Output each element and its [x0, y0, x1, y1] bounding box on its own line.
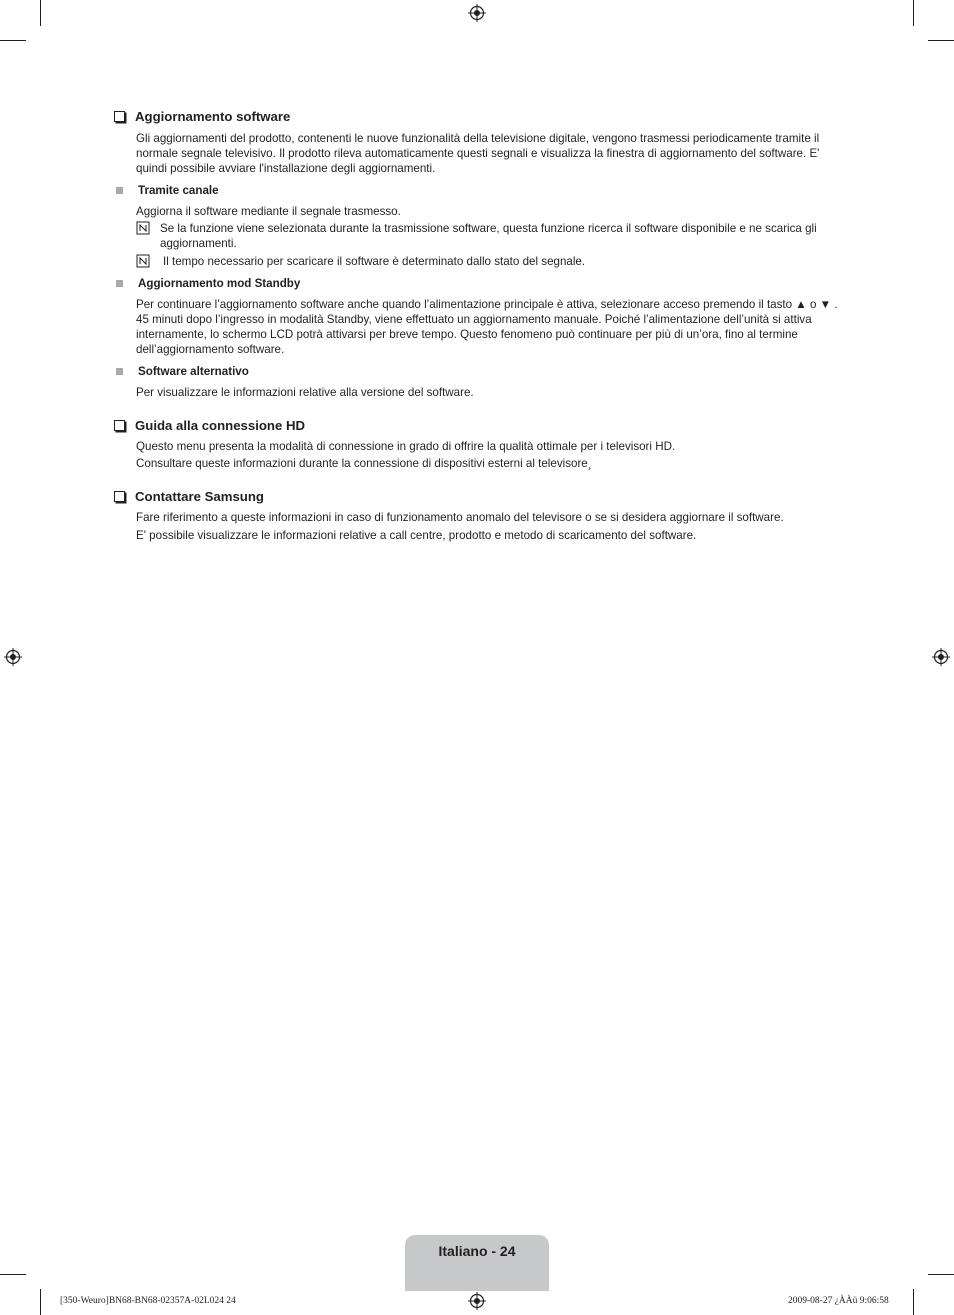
registration-mark-icon — [4, 648, 22, 666]
crop-mark — [913, 1289, 914, 1315]
crop-mark — [928, 1274, 954, 1275]
crop-mark — [913, 0, 914, 26]
checkbox-square-icon — [114, 420, 125, 431]
note-text: Il tempo necessario per scaricare il software è determinato dallo stato del segnale. — [163, 255, 586, 268]
print-slug-right: 2009-08-27 ¿ÀÀü 9:06:58 — [788, 1296, 889, 1306]
section-line: E' possibile visualizzare le informazioni relative a call centre, prodotto e metodo di scaricamento del software. — [136, 529, 697, 542]
registration-mark-icon — [932, 648, 950, 666]
grey-square-bullet-icon — [116, 368, 123, 375]
section-heading — [114, 109, 290, 124]
subsection-title: Aggiornamento mod Standby — [138, 277, 301, 290]
section-line: Questo menu presenta la modalità di connessione in grado di offrire la qualità ottimale per i televisori HD. — [136, 440, 676, 453]
section-heading — [114, 489, 264, 504]
note-item — [136, 254, 842, 269]
crop-mark — [928, 40, 954, 41]
registration-mark-icon — [468, 1292, 486, 1310]
note-pencil-icon — [136, 254, 150, 268]
subsection-heading — [114, 277, 300, 290]
section-line: Fare riferimento a queste informazioni in caso di funzionamento anomalo del televisore o se si desidera aggiornare il software. — [136, 511, 784, 524]
note-text: Se la funzione viene selezionata durante la trasmissione software, questa funzione ricerca il software disponibile e ne scarica gli aggiornamenti. — [160, 222, 817, 250]
section-heading — [114, 418, 305, 433]
crop-mark — [40, 1289, 41, 1315]
subsection-text: Aggiorna il software mediante il segnale trasmesso. — [136, 205, 401, 218]
crop-mark — [0, 1274, 26, 1275]
grey-square-bullet-icon — [116, 187, 123, 194]
page-label: Italiano - 24 — [438, 1243, 516, 1259]
note-item — [136, 221, 842, 251]
print-slug-left: [350-Weuro]BN68-BN68-02357A-02L024 24 — [60, 1296, 236, 1306]
section-line: Consultare queste informazioni durante la connessione di dispositivi esterni al televisore¸ — [136, 457, 592, 470]
grey-square-bullet-icon — [116, 280, 123, 287]
subsection-text: Per visualizzare le informazioni relative alla versione del software. — [136, 386, 474, 399]
checkbox-square-icon — [114, 111, 125, 122]
subsection-heading — [114, 365, 249, 378]
section-intro: Gli aggiornamenti del prodotto, contenenti le nuove funzionalità della televisione digitale, vengono trasmessi periodicamente tramite il normale segnale televisivo. Il prodotto rileva automaticamente questi segnali e visualizza la finestra di aggiornamento del software. E' quindi possibile avviare l'installazione degli aggiornamenti. — [136, 132, 820, 175]
page-number-tab — [405, 1235, 549, 1291]
section-title: Contattare Samsung — [135, 489, 264, 504]
section-title: Aggiornamento software — [135, 109, 291, 124]
subsection-title: Tramite canale — [138, 184, 219, 197]
crop-mark — [40, 0, 41, 26]
registration-mark-icon — [468, 4, 486, 22]
note-pencil-icon — [136, 221, 150, 235]
crop-mark — [0, 40, 26, 41]
checkbox-square-icon — [114, 491, 125, 502]
section-title: Guida alla connessione HD — [135, 418, 306, 433]
subsection-title: Software alternativo — [138, 365, 249, 378]
subsection-heading — [114, 184, 219, 197]
subsection-text: Per continuare l’aggiornamento software anche quando l’alimentazione principale è attiva, selezionare acceso premendo il tasto ▲ o ▼ . 45 minuti dopo l’ingresso in modalità Standby, viene effettuato un aggiornamento manuale. Poiché l’alimentazione dell’unità si attiva internamente, lo schermo LCD potrà attivarsi per breve tempo. Questo fenomeno può continuare per più di un’ora, fino al termine dell’aggiornamento software. — [136, 298, 838, 356]
